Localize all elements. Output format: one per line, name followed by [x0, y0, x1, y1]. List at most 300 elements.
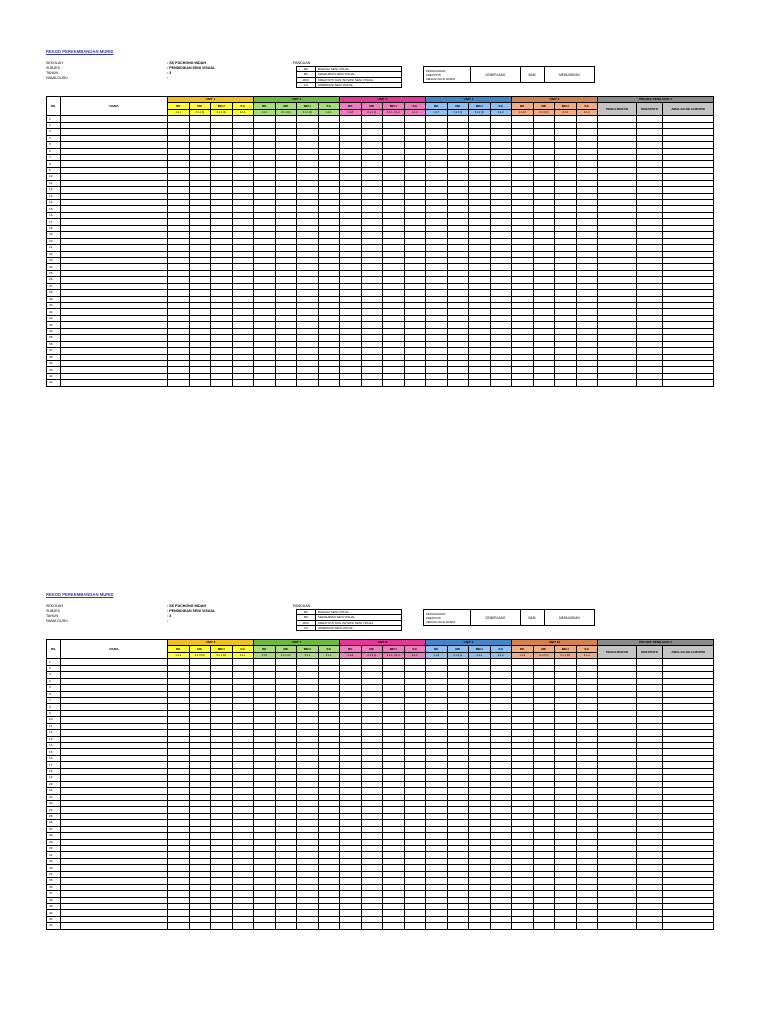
project-criteria-header: AMALAN NILAI MURNI — [663, 646, 714, 659]
construct-header: KA — [490, 646, 512, 652]
performance-label: PENGUASAAN — [426, 611, 446, 616]
legend-row — [297, 625, 402, 630]
construct-header: MK — [447, 646, 469, 652]
student-row — [47, 380, 714, 386]
row-number: 9 — [47, 167, 61, 173]
score-cell[interactable] — [490, 923, 512, 929]
construct-header: BK — [340, 646, 362, 652]
construct-header: KA — [404, 646, 426, 652]
construct-header: KA — [232, 646, 254, 652]
standard-code: 3.1.1 — [469, 652, 491, 658]
construct-header: KA — [318, 646, 340, 652]
row-number: 19 — [47, 775, 61, 781]
row-number: 37 — [47, 891, 61, 897]
standard-code: 3.1.1 (iii) — [555, 652, 577, 658]
standard-code: 4.1.1 — [318, 109, 340, 115]
score-cell[interactable] — [275, 923, 297, 929]
construct-header: BK — [168, 646, 190, 652]
score-cell[interactable] — [469, 380, 491, 386]
row-number: 7 — [47, 697, 61, 703]
score-cell[interactable] — [275, 380, 297, 386]
info-label: TAHUN — [46, 614, 59, 618]
info-value: : SK PUCHONG INDAH — [167, 61, 206, 65]
row-number: 14 — [47, 743, 61, 749]
legend-desc: BAHASA SENI VISUAL — [316, 67, 402, 72]
info-value: : SK PUCHONG INDAH — [167, 604, 206, 608]
construct-header: MKU — [297, 103, 319, 109]
row-number: 22 — [47, 794, 61, 800]
performance-label: AMALAN NILAI MURNI — [426, 619, 456, 624]
info-value: : 3 — [167, 71, 172, 75]
row-number: 31 — [47, 309, 61, 315]
construct-header: MK — [361, 103, 383, 109]
legend-code: BK — [297, 67, 316, 72]
construct-header: MKU — [555, 646, 577, 652]
standard-code: 4.1.1 — [232, 652, 254, 658]
legend-row — [297, 82, 402, 87]
row-number: 16 — [47, 755, 61, 761]
row-number: 41 — [47, 916, 61, 922]
legend-table — [296, 609, 402, 631]
row-number: 27 — [47, 283, 61, 289]
unit-header: UNIT 6 — [168, 640, 254, 646]
standard-code: 3.1.1 (iii) — [211, 652, 233, 658]
standard-code: 2.1.3 (iii) — [189, 652, 211, 658]
standard-code: 3.1.2 (ii) — [469, 109, 491, 115]
construct-header: BK — [426, 646, 448, 652]
row-number: 1 — [47, 116, 61, 122]
score-cell[interactable] — [232, 380, 254, 386]
performance-level: BAIK — [520, 67, 544, 83]
student-name-cell[interactable] — [61, 380, 168, 386]
standard-code: 1.1.8 — [340, 109, 362, 115]
score-cell[interactable] — [555, 923, 577, 929]
row-number: 28 — [47, 290, 61, 296]
score-cell[interactable] — [598, 923, 637, 929]
row-number: 6 — [47, 148, 61, 154]
construct-header: KA — [490, 103, 512, 109]
standard-code: 1.1.10 — [512, 109, 534, 115]
row-number: 11 — [47, 180, 61, 186]
performance-labels — [424, 67, 471, 83]
row-number: 1 — [47, 659, 61, 665]
project-header: PROJEK PENILAIAN 1 — [598, 97, 714, 103]
info-value: : PENDIDIKAN SENI VISUAL — [167, 609, 216, 613]
row-number: 20 — [47, 781, 61, 787]
construct-header: MK — [533, 103, 555, 109]
performance-table — [423, 609, 595, 626]
student-name-cell[interactable] — [61, 923, 168, 929]
project-criteria-header: PENGLIBATAN — [598, 646, 637, 659]
score-cell[interactable] — [426, 380, 448, 386]
row-number: 31 — [47, 852, 61, 858]
bil-header: BIL — [47, 97, 61, 116]
score-cell[interactable] — [533, 923, 555, 929]
row-number: 2 — [47, 122, 61, 128]
row-number: 15 — [47, 206, 61, 212]
sheet-title: REKOD PERKEMBANGAN MURID — [46, 592, 114, 597]
standard-code: 2.1.3 (i) — [447, 109, 469, 115]
score-cell[interactable] — [383, 923, 405, 929]
score-cell[interactable] — [637, 923, 663, 929]
standard-code: 1.1.9 — [512, 652, 534, 658]
row-number: 42 — [47, 923, 61, 929]
student-row — [47, 923, 714, 929]
score-cell[interactable] — [254, 923, 276, 929]
legend-desc: KEMAHIRAN SENI VISUAL — [316, 72, 402, 77]
legend-desc: KEMAHIRAN SENI VISUAL — [316, 615, 402, 620]
info-value: : — [167, 76, 169, 80]
row-number: 26 — [47, 820, 61, 826]
legend-code: BK — [297, 610, 316, 615]
info-values — [167, 604, 215, 624]
performance-level: MEMUASKAN — [544, 610, 594, 626]
standard-code: 3.1.1 — [555, 109, 577, 115]
standard-code: 4.1.2 — [490, 109, 512, 115]
row-number: 24 — [47, 807, 61, 813]
score-cell[interactable] — [232, 923, 254, 929]
standard-code: 3.1.1, 3.1.3 — [383, 652, 405, 658]
score-cell[interactable] — [340, 923, 362, 929]
info-values — [167, 61, 215, 81]
construct-header: MK — [361, 646, 383, 652]
standard-code: 4.1.2 — [404, 109, 426, 115]
standard-code: 3.1.1 (ii) — [297, 109, 319, 115]
info-label: SUBJEK — [46, 609, 60, 613]
standard-code: 2.1.1 (ii) — [275, 109, 297, 115]
info-labels — [46, 604, 68, 624]
project-criteria-header: KREATIVITI — [637, 103, 663, 116]
standard-code: 2.1.3 (i) — [361, 652, 383, 658]
unit-header: UNIT 7 — [254, 640, 340, 646]
project-criteria-header: KREATIVITI — [637, 646, 663, 659]
row-number: 10 — [47, 717, 61, 723]
row-number: 14 — [47, 200, 61, 206]
score-cell[interactable] — [168, 923, 190, 929]
score-cell[interactable] — [361, 923, 383, 929]
performance-level: CEMERLANG — [471, 67, 521, 83]
standard-code: 2.1.3 (ii) — [533, 109, 555, 115]
score-cell[interactable] — [404, 923, 426, 929]
score-cell[interactable] — [297, 380, 319, 386]
row-number: 37 — [47, 348, 61, 354]
info-value: : 3 — [167, 614, 172, 618]
row-number: 34 — [47, 871, 61, 877]
legend-title: PANDUAN — [293, 61, 311, 65]
row-number: 13 — [47, 193, 61, 199]
construct-header: MK — [189, 103, 211, 109]
construct-header: MK — [189, 646, 211, 652]
score-cell[interactable] — [637, 380, 663, 386]
unit-header: UNIT 5 — [512, 97, 598, 103]
row-number: 3 — [47, 672, 61, 678]
row-number: 18 — [47, 225, 61, 231]
standard-code: 1.1.6 — [254, 652, 276, 658]
info-label: SEKOLAH — [46, 61, 63, 65]
row-number: 33 — [47, 865, 61, 871]
row-number: 35 — [47, 878, 61, 884]
row-number: 10 — [47, 174, 61, 180]
project-header: PROJEK PENILAIAN 2 — [598, 640, 714, 646]
score-cell[interactable] — [254, 380, 276, 386]
score-cell[interactable] — [189, 923, 211, 929]
score-cell[interactable] — [361, 380, 383, 386]
unit-header: UNIT 3 — [340, 97, 426, 103]
row-number: 32 — [47, 315, 61, 321]
row-number: 34 — [47, 328, 61, 334]
standard-code: 1.1.1 — [168, 109, 190, 115]
bil-header: BIL — [47, 640, 61, 659]
construct-header: KA — [232, 103, 254, 109]
construct-header: BK — [512, 646, 534, 652]
score-cell[interactable] — [211, 380, 233, 386]
row-number: 23 — [47, 257, 61, 263]
legend-code: MKU — [297, 620, 316, 625]
row-number: 2 — [47, 665, 61, 671]
record-table — [46, 96, 714, 387]
construct-header: BK — [168, 103, 190, 109]
info-value: : — [167, 619, 169, 623]
legend-desc: APRESIASI SENI VISUAL — [316, 625, 402, 630]
construct-header: MKU — [211, 103, 233, 109]
standard-code: 1.1.1 — [254, 109, 276, 115]
row-number: 8 — [47, 161, 61, 167]
score-cell[interactable] — [469, 923, 491, 929]
info-label: SEKOLAH — [46, 604, 63, 608]
construct-header: KA — [576, 103, 598, 109]
row-number: 29 — [47, 296, 61, 302]
unit-header: UNIT 8 — [340, 640, 426, 646]
row-number: 23 — [47, 800, 61, 806]
score-cell[interactable] — [318, 380, 340, 386]
performance-label: KREATIVITI — [426, 72, 442, 77]
row-number: 18 — [47, 768, 61, 774]
score-cell[interactable] — [533, 380, 555, 386]
nama-header: NAMA — [61, 97, 168, 116]
unit-header: UNIT 1 — [168, 97, 254, 103]
legend-desc: APRESIASI SENI VISUAL — [316, 82, 402, 87]
row-number: 20 — [47, 238, 61, 244]
construct-header: BK — [512, 103, 534, 109]
legend-title: PANDUAN — [293, 604, 311, 608]
row-number: 36 — [47, 884, 61, 890]
construct-header: BK — [254, 646, 276, 652]
score-cell[interactable] — [663, 380, 714, 386]
sheet-title: REKOD PERKEMBANGAN MURID — [46, 49, 114, 54]
standard-code: 1.1.7 — [426, 109, 448, 115]
legend-desc: KREATIVITI DAN INOVASI SENI VISUAL — [316, 77, 402, 82]
standard-code: 1.1.8 — [340, 652, 362, 658]
row-number: 12 — [47, 730, 61, 736]
standard-code: 4.1.2 — [404, 652, 426, 658]
construct-header: MKU — [383, 103, 405, 109]
row-number: 17 — [47, 219, 61, 225]
info-value: : PENDIDIKAN SENI VISUAL — [167, 66, 216, 70]
row-number: 7 — [47, 154, 61, 160]
row-number: 9 — [47, 710, 61, 716]
performance-table — [423, 66, 595, 83]
row-number: 26 — [47, 277, 61, 283]
nama-header: NAMA — [61, 640, 168, 659]
row-number: 35 — [47, 335, 61, 341]
legend-code: KA — [297, 625, 316, 630]
performance-level: CEMERLANG — [471, 610, 521, 626]
standard-code: 4.1.2 — [576, 652, 598, 658]
row-number: 5 — [47, 142, 61, 148]
score-cell[interactable] — [598, 380, 637, 386]
score-cell[interactable] — [576, 923, 598, 929]
row-number: 25 — [47, 813, 61, 819]
score-cell[interactable] — [576, 380, 598, 386]
score-cell[interactable] — [383, 380, 405, 386]
score-cell[interactable] — [490, 380, 512, 386]
row-number: 39 — [47, 360, 61, 366]
score-cell[interactable] — [447, 380, 469, 386]
unit-header: UNIT 4 — [426, 97, 512, 103]
row-number: 11 — [47, 723, 61, 729]
construct-header: MK — [447, 103, 469, 109]
legend-code: MK — [297, 615, 316, 620]
row-number: 4 — [47, 678, 61, 684]
row-number: 42 — [47, 380, 61, 386]
standard-code: 3.1.1 — [297, 652, 319, 658]
standard-code: 4.1.2 — [490, 652, 512, 658]
legend-table — [296, 66, 402, 88]
construct-header: BK — [254, 103, 276, 109]
score-cell[interactable] — [211, 923, 233, 929]
row-number: 33 — [47, 322, 61, 328]
row-number: 16 — [47, 212, 61, 218]
row-number: 13 — [47, 736, 61, 742]
project-criteria-header: PENGLIBATAN — [598, 103, 637, 116]
score-cell[interactable] — [426, 923, 448, 929]
construct-header: MKU — [469, 646, 491, 652]
score-cell[interactable] — [318, 923, 340, 929]
construct-header: KA — [318, 103, 340, 109]
row-number: 22 — [47, 251, 61, 257]
construct-header: MKU — [555, 103, 577, 109]
performance-level: MEMUASKAN — [544, 67, 594, 83]
row-number: 24 — [47, 264, 61, 270]
legend-code: MK — [297, 72, 316, 77]
standard-code: 1.1.3 — [168, 652, 190, 658]
row-number: 28 — [47, 833, 61, 839]
unit-header: UNIT 9 — [426, 640, 512, 646]
standard-code: 2.1.4 (i) — [447, 652, 469, 658]
standard-code: 2.1.4 (ii) — [533, 652, 555, 658]
performance-label: KREATIVITI — [426, 615, 442, 620]
row-number: 41 — [47, 373, 61, 379]
construct-header: KA — [576, 646, 598, 652]
standard-code: 3.1.1 (ii) — [211, 109, 233, 115]
score-cell[interactable] — [512, 380, 534, 386]
performance-label: AMALAN NILAI MURNI — [426, 76, 456, 81]
row-number: 38 — [47, 897, 61, 903]
construct-header: BK — [426, 103, 448, 109]
row-number: 15 — [47, 749, 61, 755]
record-table — [46, 639, 714, 930]
row-number: 6 — [47, 691, 61, 697]
record-sheet-2 — [0, 588, 768, 928]
construct-header: MK — [533, 646, 555, 652]
unit-header: UNIT 10 — [512, 640, 598, 646]
score-cell[interactable] — [340, 380, 362, 386]
construct-header: MKU — [211, 646, 233, 652]
standard-code: 3.1.1, 3.1.3 — [383, 109, 405, 115]
info-label: NAMA GURU — [46, 619, 68, 623]
performance-level: BAIK — [520, 610, 544, 626]
construct-header: MKU — [383, 646, 405, 652]
standard-code: 2.1.3 (iv) — [275, 652, 297, 658]
construct-header: KA — [404, 103, 426, 109]
score-cell[interactable] — [404, 380, 426, 386]
performance-label: PENGUASAAN — [426, 68, 446, 73]
standard-code: 2.1.2 (i) — [361, 109, 383, 115]
row-number: 39 — [47, 903, 61, 909]
score-cell[interactable] — [297, 923, 319, 929]
performance-labels — [424, 610, 471, 626]
row-number: 38 — [47, 354, 61, 360]
construct-header: MKU — [469, 103, 491, 109]
construct-header: MKU — [297, 646, 319, 652]
info-label: TAHUN — [46, 71, 59, 75]
row-number: 21 — [47, 245, 61, 251]
row-number: 5 — [47, 685, 61, 691]
standard-code: 4.1.1 — [318, 652, 340, 658]
legend-code: MKU — [297, 77, 316, 82]
row-number: 3 — [47, 129, 61, 135]
record-sheet-1 — [0, 45, 768, 385]
row-number: 30 — [47, 846, 61, 852]
row-number: 29 — [47, 839, 61, 845]
row-number: 32 — [47, 858, 61, 864]
score-cell[interactable] — [512, 923, 534, 929]
row-number: 4 — [47, 135, 61, 141]
legend-desc: KREATIVITI DAN INOVASI SENI VISUAL — [316, 620, 402, 625]
row-number: 40 — [47, 910, 61, 916]
project-criteria-header: AMALAN NILAI MURNI — [663, 103, 714, 116]
score-cell[interactable] — [168, 380, 190, 386]
row-number: 19 — [47, 232, 61, 238]
info-labels — [46, 61, 68, 81]
standard-code: 4.1.2 — [576, 109, 598, 115]
score-cell[interactable] — [189, 380, 211, 386]
row-number: 21 — [47, 788, 61, 794]
legend-code: KA — [297, 82, 316, 87]
info-label: SUBJEK — [46, 66, 60, 70]
row-number: 27 — [47, 826, 61, 832]
row-number: 36 — [47, 341, 61, 347]
unit-header: UNIT 2 — [254, 97, 340, 103]
info-label: NAMA GURU — [46, 76, 68, 80]
construct-header: MK — [275, 103, 297, 109]
standard-code: 2.1.1 (i) — [189, 109, 211, 115]
standard-code: 4.1.1 — [232, 109, 254, 115]
score-cell[interactable] — [555, 380, 577, 386]
row-number: 8 — [47, 704, 61, 710]
standard-code: 1.1.8 — [426, 652, 448, 658]
row-number: 25 — [47, 270, 61, 276]
row-number: 12 — [47, 187, 61, 193]
score-cell[interactable] — [447, 923, 469, 929]
construct-header: MK — [275, 646, 297, 652]
row-number: 17 — [47, 762, 61, 768]
construct-header: BK — [340, 103, 362, 109]
score-cell[interactable] — [663, 923, 714, 929]
row-number: 40 — [47, 367, 61, 373]
row-number: 30 — [47, 303, 61, 309]
legend-desc: BAHASA SENI VISUAL — [316, 610, 402, 615]
